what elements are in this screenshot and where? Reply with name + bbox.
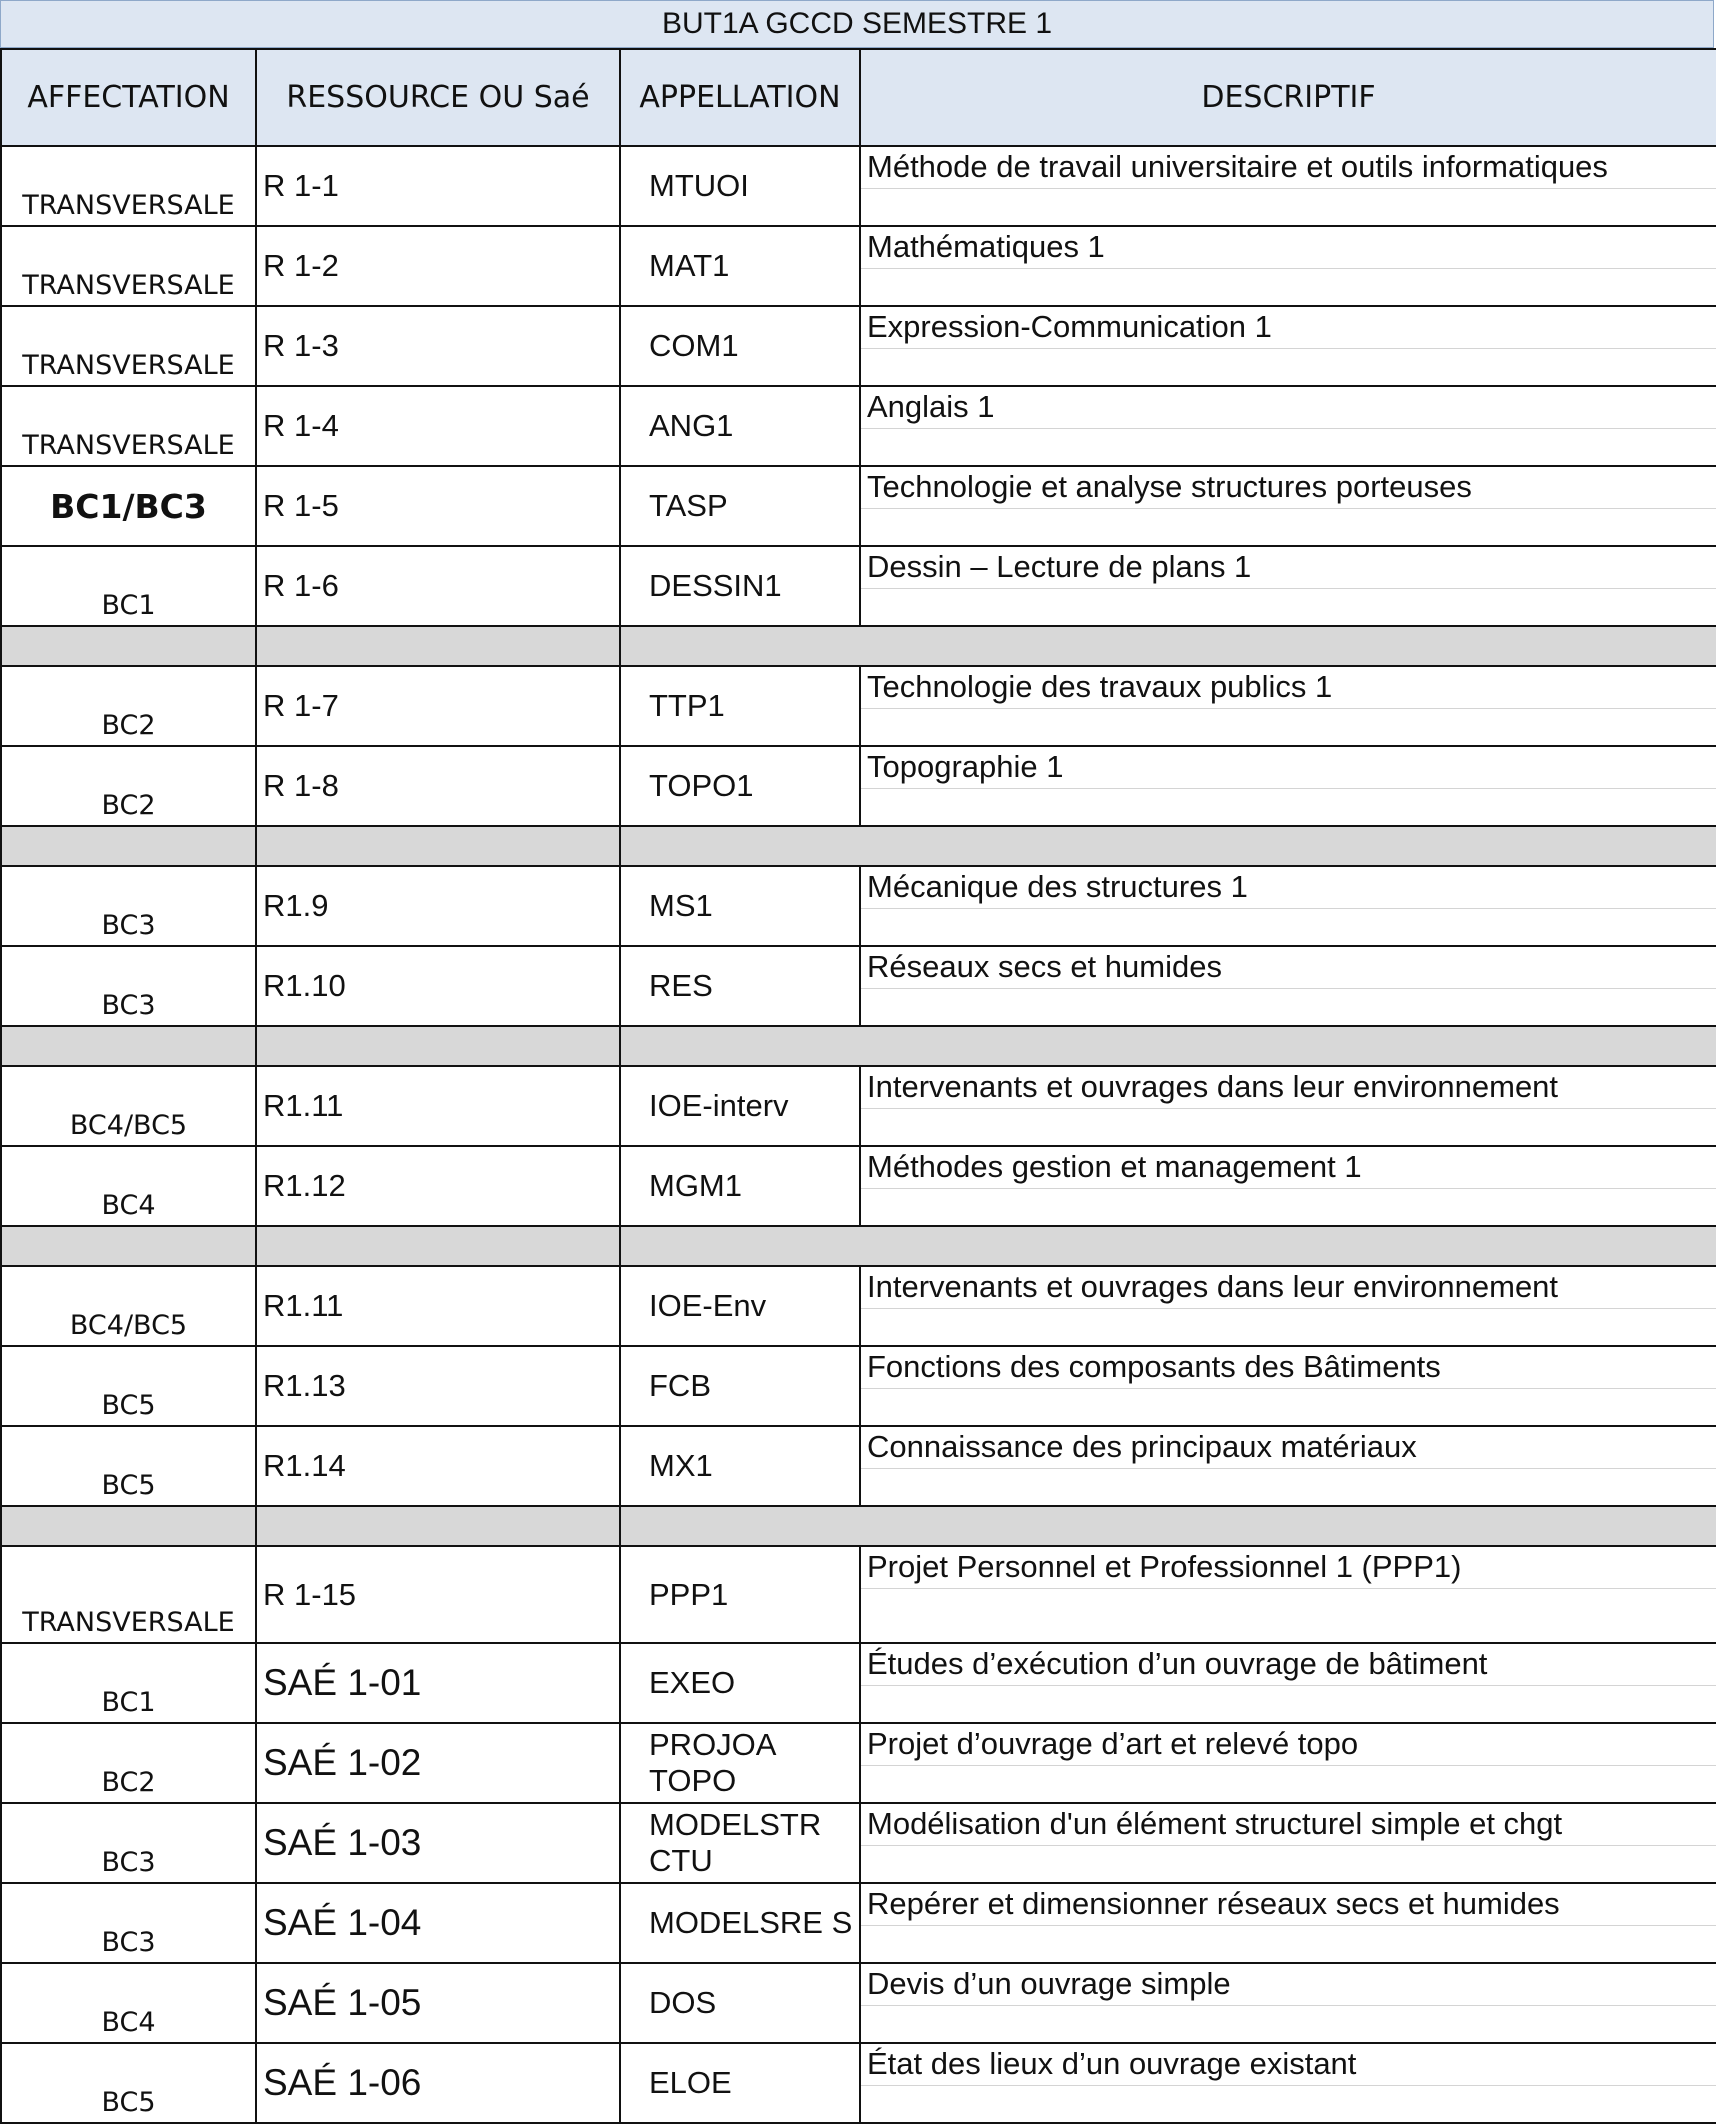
descriptif-text: Technologie et analyse structures porteuses xyxy=(867,469,1472,504)
ressource-cell[interactable]: SAÉ 1-05 xyxy=(256,1963,620,2043)
affectation-cell[interactable]: TRANSVERSALE xyxy=(1,386,256,466)
separator-cell xyxy=(620,626,1716,666)
affectation-cell[interactable]: BC5 xyxy=(1,2043,256,2123)
appellation-cell[interactable]: MTUOI xyxy=(620,146,860,226)
descriptif-text: Mathématiques 1 xyxy=(867,229,1105,264)
descriptif-cell[interactable] xyxy=(860,1546,1716,1643)
table-row xyxy=(1,1883,1716,1963)
gridline xyxy=(861,708,1716,709)
gridline xyxy=(861,1388,1716,1389)
separator-cell xyxy=(256,1026,620,1066)
gridline xyxy=(861,2005,1716,2006)
gridline xyxy=(861,188,1716,189)
descriptif-cell[interactable] xyxy=(860,1723,1716,1803)
gridline xyxy=(861,1468,1716,1469)
ressource-cell[interactable]: SAÉ 1-01 xyxy=(256,1643,620,1723)
descriptif-cell[interactable] xyxy=(860,746,1716,826)
separator-row xyxy=(1,1506,1716,1546)
affectation-cell[interactable]: BC3 xyxy=(1,866,256,946)
gridline xyxy=(861,268,1716,269)
table-row xyxy=(1,1803,1716,1883)
affectation-cell[interactable]: BC2 xyxy=(1,746,256,826)
gridline xyxy=(861,988,1716,989)
gridline xyxy=(861,1108,1716,1109)
ressource-cell[interactable]: R1.13 xyxy=(256,1346,620,1426)
table-row xyxy=(1,1963,1716,2043)
appellation-cell[interactable]: RES xyxy=(620,946,860,1026)
descriptif-cell[interactable] xyxy=(860,946,1716,1026)
ressource-cell[interactable]: R 1-5 xyxy=(256,466,620,546)
ressource-cell[interactable]: R 1-6 xyxy=(256,546,620,626)
appellation-cell[interactable]: MAT1 xyxy=(620,226,860,306)
header-appellation: APPELLATION xyxy=(620,49,860,146)
separator-cell xyxy=(620,826,1716,866)
table-row xyxy=(1,666,1716,746)
affectation-cell[interactable]: TRANSVERSALE xyxy=(1,1546,256,1643)
table-row xyxy=(1,146,1716,226)
descriptif-cell[interactable] xyxy=(860,1883,1716,1963)
ressource-cell[interactable]: SAÉ 1-06 xyxy=(256,2043,620,2123)
descriptif-text: Intervenants et ouvrages dans leur environnement xyxy=(867,1069,1559,1104)
descriptif-text: Technologie des travaux publics 1 xyxy=(867,669,1333,704)
appellation-cell[interactable]: TOPO1 xyxy=(620,746,860,826)
table-row xyxy=(1,306,1716,386)
ressource-cell[interactable]: R 1-1 xyxy=(256,146,620,226)
affectation-cell[interactable]: BC1 xyxy=(1,1643,256,1723)
descriptif-cell[interactable] xyxy=(860,1426,1716,1506)
table-row xyxy=(1,1426,1716,1506)
descriptif-cell[interactable] xyxy=(860,1803,1716,1883)
descriptif-text: Anglais 1 xyxy=(867,389,995,424)
descriptif-text: Expression-Communication 1 xyxy=(867,309,1272,344)
ressource-cell[interactable]: R 1-2 xyxy=(256,226,620,306)
gridline xyxy=(861,1308,1716,1309)
descriptif-text: Projet d’ouvrage d’art et relevé topo xyxy=(867,1726,1359,1761)
appellation-cell[interactable]: MGM1 xyxy=(620,1146,860,1226)
table-row xyxy=(1,1266,1716,1346)
ressource-cell[interactable]: R 1-3 xyxy=(256,306,620,386)
descriptif-cell[interactable] xyxy=(860,466,1716,546)
descriptif-text: Méthode de travail universitaire et outils informatiques xyxy=(867,149,1608,184)
gridline xyxy=(861,1188,1716,1189)
gridline xyxy=(861,1925,1716,1926)
descriptif-cell[interactable] xyxy=(860,1266,1716,1346)
table-row xyxy=(1,2043,1716,2123)
descriptif-cell[interactable] xyxy=(860,226,1716,306)
table-row xyxy=(1,466,1716,546)
separator-cell xyxy=(620,1506,1716,1546)
appellation-cell[interactable]: MS1 xyxy=(620,866,860,946)
appellation-cell[interactable]: TTP1 xyxy=(620,666,860,746)
separator-row xyxy=(1,826,1716,866)
descriptif-cell[interactable] xyxy=(860,546,1716,626)
affectation-cell[interactable]: BC1/BC3 xyxy=(1,466,256,546)
appellation-cell[interactable]: DESSIN1 xyxy=(620,546,860,626)
ressource-cell[interactable]: R1.14 xyxy=(256,1426,620,1506)
descriptif-text: Dessin – Lecture de plans 1 xyxy=(867,549,1252,584)
table-row xyxy=(1,226,1716,306)
affectation-cell[interactable]: BC2 xyxy=(1,666,256,746)
ressource-cell[interactable]: R1.11 xyxy=(256,1066,620,1146)
descriptif-cell[interactable] xyxy=(860,1146,1716,1226)
affectation-cell[interactable]: BC5 xyxy=(1,1346,256,1426)
gridline xyxy=(861,1685,1716,1686)
descriptif-cell[interactable] xyxy=(860,386,1716,466)
descriptif-text: Intervenants et ouvrages dans leur environnement xyxy=(867,1269,1559,1304)
descriptif-cell[interactable] xyxy=(860,146,1716,226)
affectation-cell[interactable]: BC4/BC5 xyxy=(1,1266,256,1346)
descriptif-cell[interactable] xyxy=(860,306,1716,386)
gridline xyxy=(861,1845,1716,1846)
affectation-cell[interactable]: BC4 xyxy=(1,1963,256,2043)
separator-cell xyxy=(256,626,620,666)
appellation-cell[interactable]: MODELSTR CTU xyxy=(620,1803,860,1883)
header-row xyxy=(1,49,1716,146)
table-row xyxy=(1,946,1716,1026)
table-body xyxy=(1,146,1716,2123)
ressource-cell[interactable]: R 1-8 xyxy=(256,746,620,826)
descriptif-cell[interactable] xyxy=(860,1346,1716,1426)
separator-row xyxy=(1,1226,1716,1266)
appellation-cell[interactable]: MODELSRE S xyxy=(620,1883,860,1963)
gridline xyxy=(861,788,1716,789)
descriptif-text: Topographie 1 xyxy=(867,749,1064,784)
ressource-cell[interactable]: R 1-7 xyxy=(256,666,620,746)
ressource-cell[interactable]: R1.9 xyxy=(256,866,620,946)
affectation-cell[interactable]: TRANSVERSALE xyxy=(1,146,256,226)
gridline xyxy=(861,348,1716,349)
descriptif-text: Réseaux secs et humides xyxy=(867,949,1222,984)
ressource-cell[interactable]: R 1-15 xyxy=(256,1546,620,1643)
affectation-cell[interactable]: BC5 xyxy=(1,1426,256,1506)
table-row xyxy=(1,1346,1716,1426)
descriptif-text: Études d’exécution d’un ouvrage de bâtiment xyxy=(867,1646,1488,1681)
descriptif-text: Modélisation d'un élément structurel simple et chgt xyxy=(867,1806,1563,1841)
separator-cell xyxy=(620,1226,1716,1266)
appellation-cell[interactable]: IOE-interv xyxy=(620,1066,860,1146)
separator-row xyxy=(1,626,1716,666)
descriptif-cell[interactable] xyxy=(860,2043,1716,2123)
separator-cell xyxy=(256,1226,620,1266)
ressource-cell[interactable]: R 1-4 xyxy=(256,386,620,466)
separator-cell xyxy=(620,1026,1716,1066)
table-row xyxy=(1,1546,1716,1643)
affectation-cell[interactable]: TRANSVERSALE xyxy=(1,226,256,306)
header-affectation: AFFECTATION xyxy=(1,49,256,146)
gridline xyxy=(861,428,1716,429)
descriptif-cell[interactable] xyxy=(860,866,1716,946)
table-row xyxy=(1,1146,1716,1226)
descriptif-text: Méthodes gestion et management 1 xyxy=(867,1149,1362,1184)
ressource-cell[interactable]: SAÉ 1-04 xyxy=(256,1883,620,1963)
appellation-cell[interactable]: IOE-Env xyxy=(620,1266,860,1346)
descriptif-cell[interactable] xyxy=(860,666,1716,746)
gridline xyxy=(861,2085,1716,2086)
appellation-cell[interactable]: TASP xyxy=(620,466,860,546)
appellation-cell[interactable]: ANG1 xyxy=(620,386,860,466)
separator-cell xyxy=(1,826,256,866)
descriptif-cell[interactable] xyxy=(860,1066,1716,1146)
separator-row xyxy=(1,1026,1716,1066)
separator-cell xyxy=(1,1506,256,1546)
sheet-title: BUT1A GCCD SEMESTRE 1 xyxy=(0,0,1714,48)
appellation-cell[interactable]: FCB xyxy=(620,1346,860,1426)
separator-cell xyxy=(1,1026,256,1066)
affectation-cell[interactable]: BC3 xyxy=(1,1803,256,1883)
descriptif-text: Devis d’un ouvrage simple xyxy=(867,1966,1231,2001)
affectation-cell[interactable]: BC2 xyxy=(1,1723,256,1803)
descriptif-text: Repérer et dimensionner réseaux secs et humides xyxy=(867,1886,1560,1921)
separator-cell xyxy=(1,626,256,666)
appellation-cell[interactable]: PPP1 xyxy=(620,1546,860,1643)
table-row xyxy=(1,546,1716,626)
gridline xyxy=(861,508,1716,509)
descriptif-text: Fonctions des composants des Bâtiments xyxy=(867,1349,1441,1384)
descriptif-text: Connaissance des principaux matériaux xyxy=(867,1429,1417,1464)
gridline xyxy=(861,588,1716,589)
descriptif-text: Mécanique des structures 1 xyxy=(867,869,1248,904)
table-row xyxy=(1,1723,1716,1803)
appellation-cell[interactable]: DOS xyxy=(620,1963,860,2043)
header-ressource: RESSOURCE OU Saé xyxy=(256,49,620,146)
descriptif-cell[interactable] xyxy=(860,1963,1716,2043)
header-descriptif: DESCRIPTIF xyxy=(860,49,1716,146)
appellation-cell[interactable]: EXEO xyxy=(620,1643,860,1723)
affectation-cell[interactable]: BC1 xyxy=(1,546,256,626)
ressource-cell[interactable]: SAÉ 1-02 xyxy=(256,1723,620,1803)
appellation-cell[interactable]: MX1 xyxy=(620,1426,860,1506)
separator-cell xyxy=(256,1506,620,1546)
descriptif-text: Projet Personnel et Professionnel 1 (PPP1) xyxy=(867,1549,1462,1584)
affectation-cell[interactable]: BC3 xyxy=(1,1883,256,1963)
gridline xyxy=(861,1765,1716,1766)
appellation-cell[interactable]: PROJOA TOPO xyxy=(620,1723,860,1803)
gridline xyxy=(861,908,1716,909)
ressource-cell[interactable]: R1.12 xyxy=(256,1146,620,1226)
affectation-cell[interactable]: BC4 xyxy=(1,1146,256,1226)
ressource-cell[interactable]: R1.11 xyxy=(256,1266,620,1346)
affectation-cell[interactable]: TRANSVERSALE xyxy=(1,306,256,386)
descriptif-cell[interactable] xyxy=(860,1643,1716,1723)
table-row xyxy=(1,1066,1716,1146)
separator-cell xyxy=(256,826,620,866)
gridline xyxy=(861,1588,1716,1589)
appellation-cell[interactable]: COM1 xyxy=(620,306,860,386)
ressource-cell[interactable]: R1.10 xyxy=(256,946,620,1026)
curriculum-table xyxy=(0,48,1716,2124)
affectation-cell[interactable]: BC4/BC5 xyxy=(1,1066,256,1146)
table-row xyxy=(1,1643,1716,1723)
ressource-cell[interactable]: SAÉ 1-03 xyxy=(256,1803,620,1883)
descriptif-text: État des lieux d’un ouvrage existant xyxy=(867,2046,1357,2081)
affectation-cell[interactable]: BC3 xyxy=(1,946,256,1026)
appellation-cell[interactable]: ELOE xyxy=(620,2043,860,2123)
table-row xyxy=(1,866,1716,946)
separator-cell xyxy=(1,1226,256,1266)
table-row xyxy=(1,386,1716,466)
table-row xyxy=(1,746,1716,826)
